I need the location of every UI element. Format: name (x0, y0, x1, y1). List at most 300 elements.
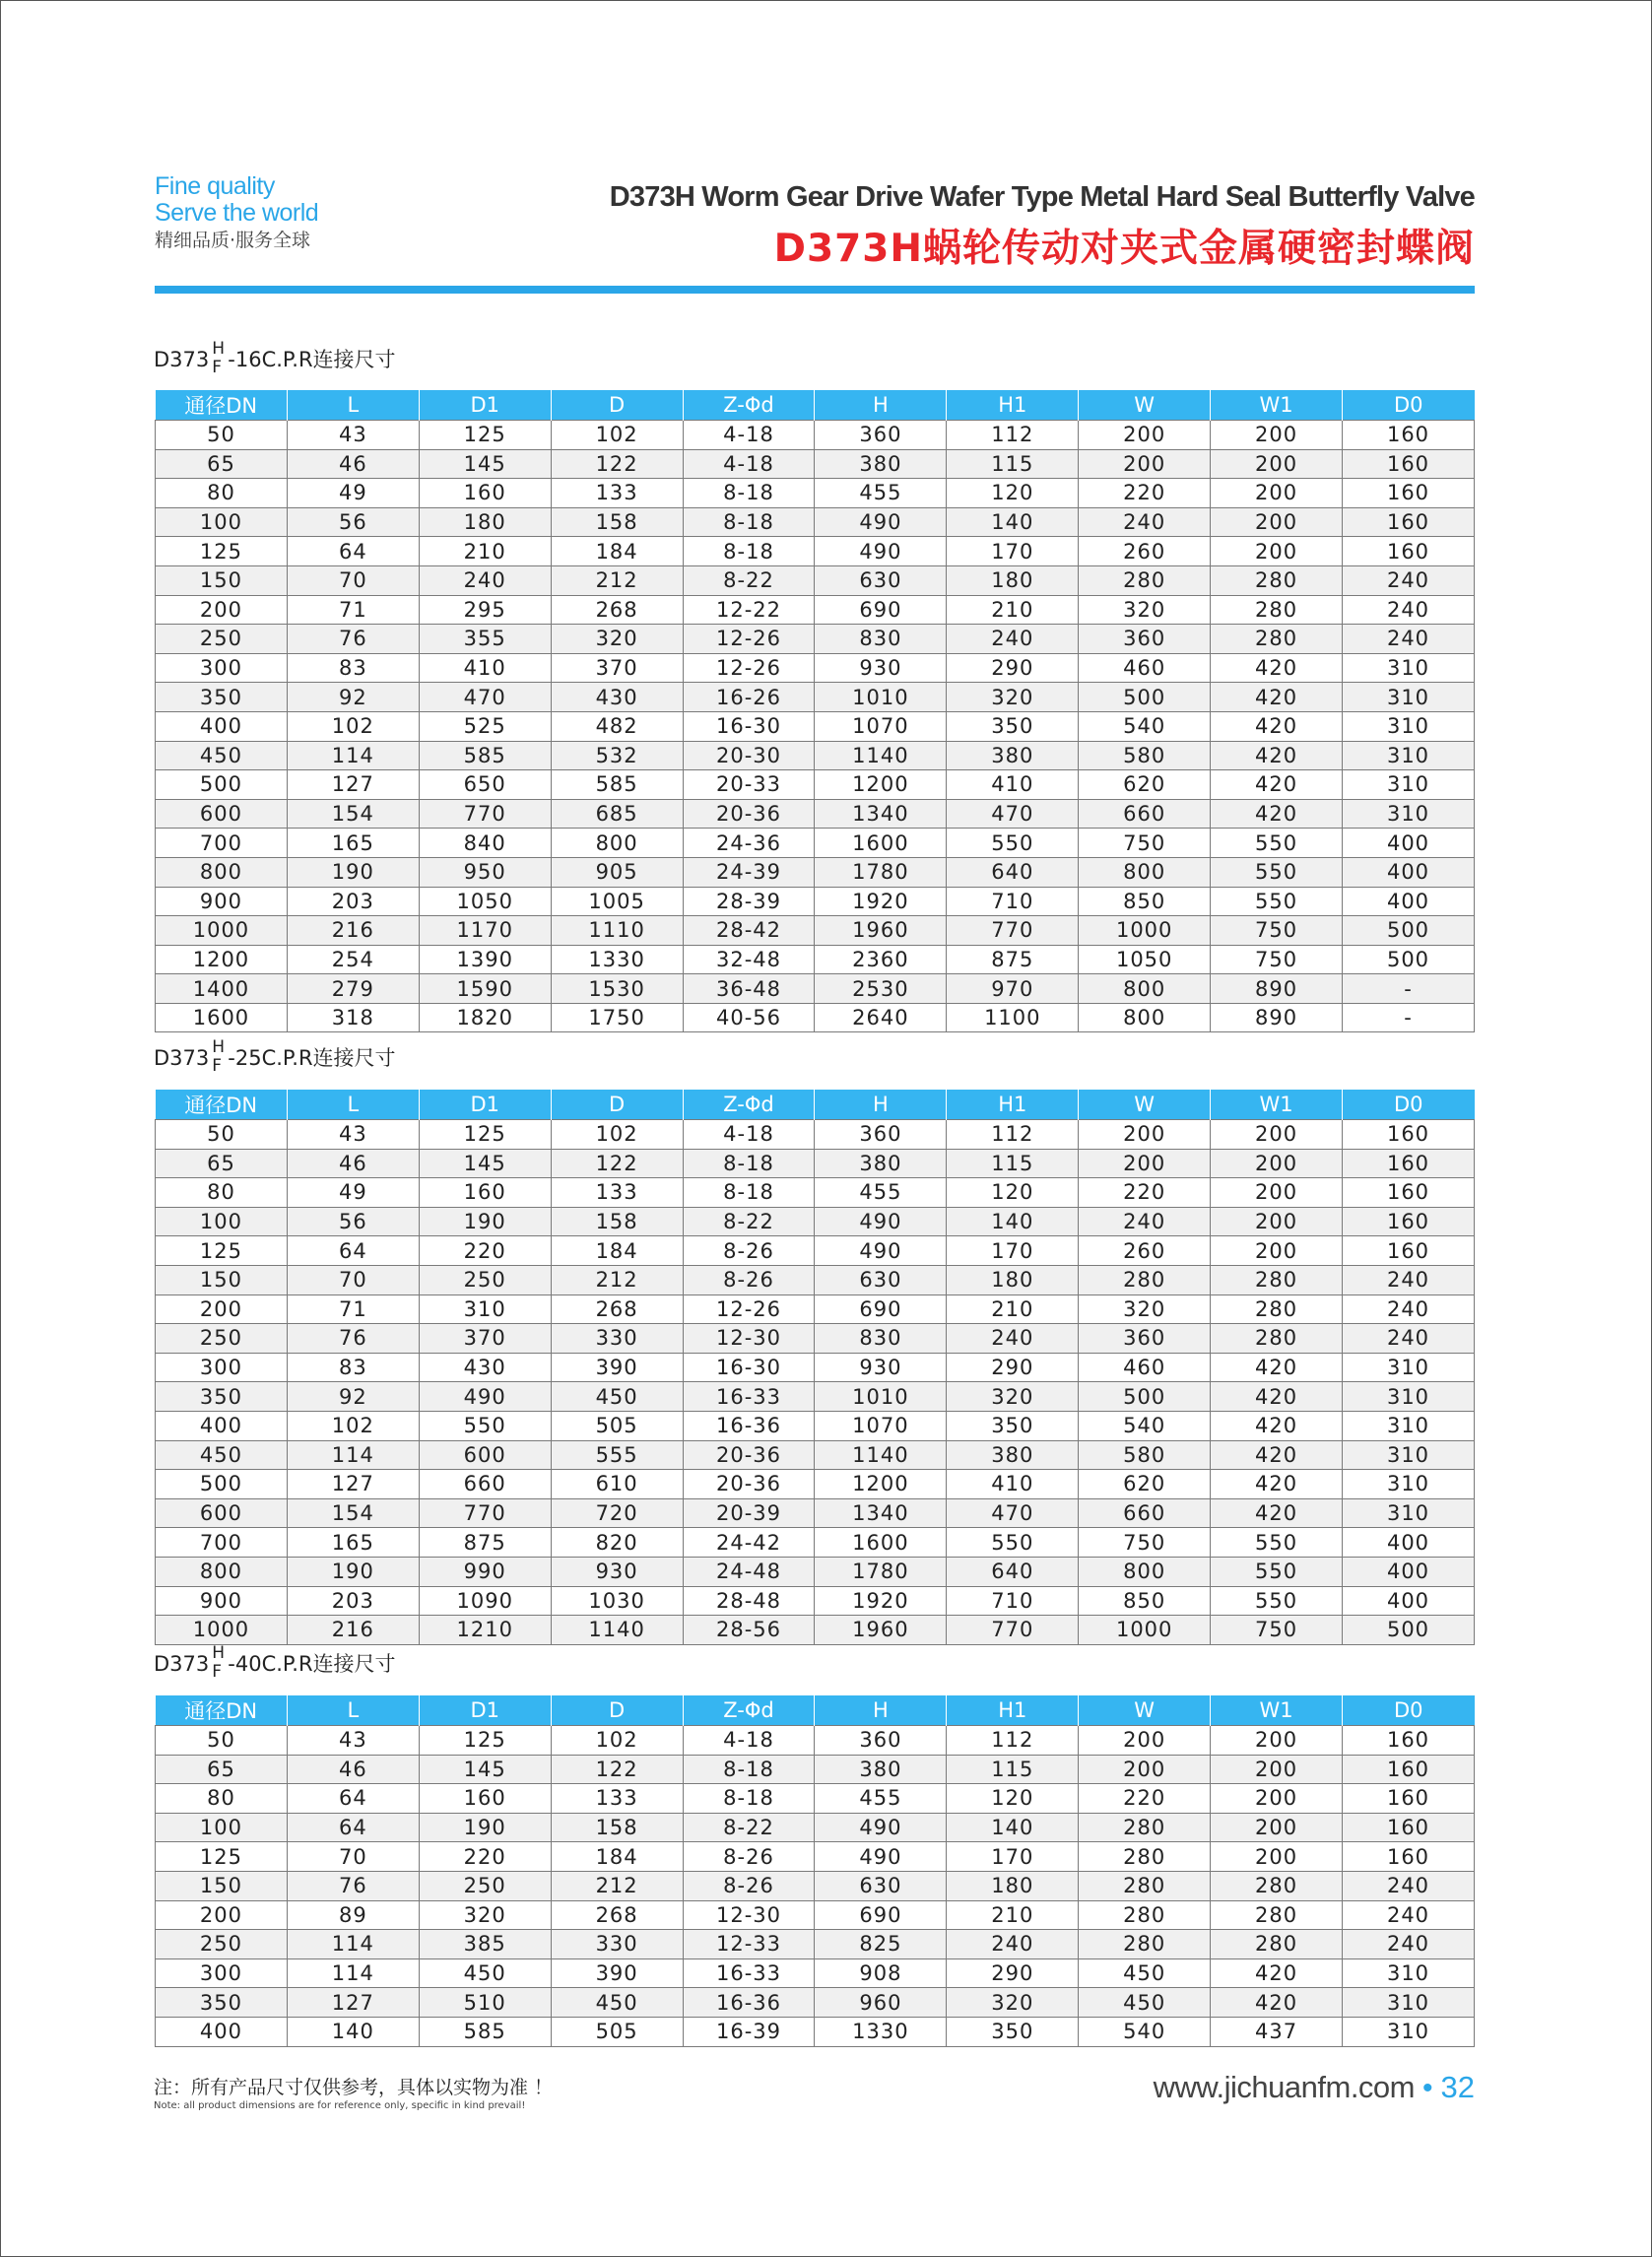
table-cell: 310 (1343, 653, 1475, 683)
table-cell: 1780 (815, 1557, 947, 1586)
section-suffix: -16C.P.R连接尺寸 (228, 348, 396, 371)
table-cell: 8-18 (683, 1755, 815, 1784)
table-cell: 410 (947, 1470, 1079, 1499)
column-header: H (815, 1695, 947, 1726)
slogan-line-1: Fine quality (155, 172, 275, 200)
table-cell: 133 (551, 479, 683, 508)
table-cell: 280 (1079, 1265, 1211, 1294)
table-cell: 16-33 (683, 1382, 815, 1412)
table-cell: 170 (947, 1236, 1079, 1266)
table-cell: 350 (156, 683, 288, 712)
table-cell: 850 (1079, 1586, 1211, 1616)
table-cell: 160 (1343, 1784, 1475, 1814)
table-cell: 800 (156, 857, 288, 887)
table-cell: 170 (947, 537, 1079, 566)
table-cell: 280 (1079, 1842, 1211, 1872)
table-cell: 750 (1211, 945, 1343, 974)
table-cell: 710 (947, 1586, 1079, 1616)
column-header: Z-Φd (683, 1695, 815, 1726)
table-cell: 190 (419, 1207, 551, 1236)
column-header: W1 (1211, 1695, 1343, 1726)
section-sub: F (212, 358, 223, 377)
table-cell: 280 (1079, 1930, 1211, 1959)
table-cell: - (1343, 974, 1475, 1004)
table-cell: 550 (1211, 1528, 1343, 1558)
table-cell: 280 (1079, 1813, 1211, 1842)
section-fraction (212, 339, 226, 378)
table-cell: 160 (1343, 1207, 1475, 1236)
table-cell: 40-56 (683, 1003, 815, 1032)
table-cell: 1820 (419, 1003, 551, 1032)
table-cell: 8-22 (683, 1813, 815, 1842)
column-header: L (287, 1695, 419, 1726)
table-cell: 450 (156, 1440, 288, 1470)
table-cell: 420 (1211, 711, 1343, 741)
table-row (156, 2017, 1475, 2046)
table-cell: 150 (156, 1871, 288, 1900)
table-cell: 500 (1343, 1616, 1475, 1645)
table-row (156, 770, 1475, 800)
table-cell: 160 (419, 479, 551, 508)
table-cell: 585 (419, 2017, 551, 2046)
table-cell: 460 (1079, 653, 1211, 683)
table-cell: 200 (1211, 1813, 1343, 1842)
table-cell: 160 (1343, 479, 1475, 508)
table-cell: 720 (551, 1498, 683, 1528)
table-cell: 12-30 (683, 1324, 815, 1354)
table-cell: 158 (551, 507, 683, 537)
table-cell: 212 (551, 565, 683, 595)
column-header: D (551, 1090, 683, 1120)
table-cell: 310 (1343, 1411, 1475, 1440)
table-cell: - (1343, 1003, 1475, 1032)
table-cell: 145 (419, 1755, 551, 1784)
table-cell: 145 (419, 1149, 551, 1178)
table-cell: 310 (1343, 1470, 1475, 1499)
table-cell: 1920 (815, 1586, 947, 1616)
table-row (156, 1236, 1475, 1266)
table-cell: 114 (287, 1440, 419, 1470)
table-cell: 290 (947, 1353, 1079, 1382)
table-row (156, 1470, 1475, 1499)
table-cell: 550 (419, 1411, 551, 1440)
table-cell: 158 (551, 1207, 683, 1236)
table-cell: 12-26 (683, 625, 815, 654)
table-cell: 600 (419, 1440, 551, 1470)
table-cell: 127 (287, 1988, 419, 2018)
table-cell: 200 (1079, 1149, 1211, 1178)
table-cell: 890 (1211, 1003, 1343, 1032)
table-cell: 260 (1079, 537, 1211, 566)
footnote-en: Note: all product dimensions are for reference only, specific in kind prevail! (154, 2100, 526, 2111)
table-cell: 380 (815, 449, 947, 479)
website-url[interactable]: www.jichuanfm.com (1153, 2070, 1415, 2104)
table-row (156, 1988, 1475, 2018)
table-cell: 120 (947, 1784, 1079, 1814)
table-cell: 350 (156, 1988, 288, 2018)
table-cell: 210 (419, 537, 551, 566)
column-header: D0 (1343, 1090, 1475, 1120)
slogan-line-2: Serve the world (155, 199, 319, 227)
table-cell: 268 (551, 595, 683, 625)
table-cell: 12-26 (683, 1294, 815, 1324)
table-cell: 660 (1079, 799, 1211, 829)
table-cell: 280 (1079, 1871, 1211, 1900)
table-cell: 71 (287, 1294, 419, 1324)
table-cell: 640 (947, 857, 1079, 887)
table-cell: 400 (156, 1411, 288, 1440)
table-cell: 4-18 (683, 1120, 815, 1150)
table-cell: 190 (287, 857, 419, 887)
table-cell: 43 (287, 1726, 419, 1756)
table-row (156, 1498, 1475, 1528)
table-cell: 115 (947, 1149, 1079, 1178)
table-row (156, 857, 1475, 887)
table-cell: 8-18 (683, 1149, 815, 1178)
table-cell: 490 (815, 1236, 947, 1266)
table-cell: 212 (551, 1265, 683, 1294)
table-cell: 200 (1211, 537, 1343, 566)
table-cell: 160 (419, 1178, 551, 1208)
table-cell: 200 (1211, 1842, 1343, 1872)
table-cell: 525 (419, 711, 551, 741)
table-cell: 250 (156, 625, 288, 654)
table-cell: 254 (287, 945, 419, 974)
table-cell: 20-39 (683, 1498, 815, 1528)
table-cell: 180 (947, 565, 1079, 595)
table-cell: 310 (1343, 741, 1475, 770)
table-cell: 1400 (156, 974, 288, 1004)
table-cell: 8-26 (683, 1871, 815, 1900)
table-cell: 510 (419, 1988, 551, 2018)
table-cell: 240 (1343, 1930, 1475, 1959)
table-cell: 1170 (419, 916, 551, 946)
table-cell: 125 (156, 537, 288, 566)
table-cell: 220 (1079, 479, 1211, 508)
table-cell: 320 (419, 1900, 551, 1930)
table-cell: 420 (1211, 1988, 1343, 2018)
table-cell: 70 (287, 565, 419, 595)
table-cell: 420 (1211, 1470, 1343, 1499)
table-cell: 930 (815, 653, 947, 683)
table-row (156, 1120, 1475, 1150)
table-cell: 1530 (551, 974, 683, 1004)
table-cell: 450 (551, 1988, 683, 2018)
table-cell: 310 (419, 1294, 551, 1324)
column-header: H (815, 390, 947, 421)
table-cell: 1960 (815, 1616, 947, 1645)
table-cell: 420 (1211, 1498, 1343, 1528)
table-cell: 28-42 (683, 916, 815, 946)
table-cell: 92 (287, 683, 419, 712)
table-cell: 410 (947, 770, 1079, 800)
table-cell: 420 (1211, 1411, 1343, 1440)
table-row (156, 1813, 1475, 1842)
table-cell: 300 (156, 1958, 288, 1988)
table-cell: 150 (156, 565, 288, 595)
table-cell: 260 (1079, 1236, 1211, 1266)
table-cell: 160 (1343, 1120, 1475, 1150)
table-cell: 490 (815, 537, 947, 566)
table-cell: 420 (1211, 653, 1343, 683)
table-cell: 268 (551, 1294, 683, 1324)
table-row (156, 711, 1475, 741)
table-cell: 750 (1211, 916, 1343, 946)
table-cell: 280 (1211, 1324, 1343, 1354)
dimension-table-40 (155, 1695, 1475, 2047)
table-cell: 280 (1211, 1871, 1343, 1900)
table-cell: 184 (551, 537, 683, 566)
table-cell: 450 (1079, 1958, 1211, 1988)
table-cell: 505 (551, 1411, 683, 1440)
table-cell: 4-18 (683, 449, 815, 479)
table-cell: 220 (419, 1236, 551, 1266)
table-cell: 770 (947, 1616, 1079, 1645)
table-cell: 70 (287, 1265, 419, 1294)
table-row (156, 974, 1475, 1004)
table-cell: 80 (156, 479, 288, 508)
table-cell: 350 (947, 2017, 1079, 2046)
table-cell: 550 (1211, 829, 1343, 858)
table-cell: 24-39 (683, 857, 815, 887)
table-cell: 300 (156, 1353, 288, 1382)
table-row (156, 683, 1475, 712)
table-cell: 268 (551, 1900, 683, 1930)
table-cell: 154 (287, 1498, 419, 1528)
table-cell: 320 (1079, 1294, 1211, 1324)
table-cell: 16-26 (683, 683, 815, 712)
table-cell: 83 (287, 653, 419, 683)
table-cell: 140 (947, 1207, 1079, 1236)
table-cell: 200 (1211, 449, 1343, 479)
table-cell: 160 (1343, 449, 1475, 479)
table-cell: 330 (551, 1930, 683, 1959)
table-cell: 1010 (815, 1382, 947, 1412)
table-cell: 190 (419, 1813, 551, 1842)
table-row (156, 625, 1475, 654)
table-cell: 310 (1343, 711, 1475, 741)
table-cell: 16-39 (683, 2017, 815, 2046)
table-cell: 100 (156, 507, 288, 537)
table-cell: 240 (1343, 1324, 1475, 1354)
table-cell: 770 (419, 1498, 551, 1528)
table-cell: 875 (419, 1528, 551, 1558)
table-row (156, 1003, 1475, 1032)
table-cell: 240 (1079, 1207, 1211, 1236)
table-cell: 600 (156, 799, 288, 829)
table-cell: 950 (419, 857, 551, 887)
table-cell: 180 (419, 507, 551, 537)
table-cell: 350 (947, 711, 1079, 741)
table-cell: 28-39 (683, 887, 815, 916)
table-cell: 650 (419, 770, 551, 800)
table-cell: 800 (551, 829, 683, 858)
table-cell: 640 (947, 1557, 1079, 1586)
table-cell: 8-18 (683, 1784, 815, 1814)
table-cell: 540 (1079, 711, 1211, 741)
section-sup: H (212, 1037, 226, 1057)
table-cell: 127 (287, 770, 419, 800)
table-cell: 125 (419, 421, 551, 450)
table-cell: 280 (1079, 565, 1211, 595)
table-cell: 80 (156, 1178, 288, 1208)
table-cell: 750 (1079, 829, 1211, 858)
table-cell: 585 (419, 741, 551, 770)
bullet-dot-icon: • (1422, 2072, 1433, 2104)
table-cell: 420 (1211, 1353, 1343, 1382)
table-cell: 1200 (156, 945, 288, 974)
column-header: D1 (419, 1090, 551, 1120)
column-header: W (1079, 390, 1211, 421)
table-cell: 540 (1079, 2017, 1211, 2046)
column-header: W1 (1211, 390, 1343, 421)
table-cell: 390 (551, 1958, 683, 1988)
table-cell: 470 (947, 799, 1079, 829)
column-header: L (287, 390, 419, 421)
table-row (156, 1528, 1475, 1558)
table-cell: 470 (947, 1498, 1079, 1528)
table-cell: 800 (156, 1557, 288, 1586)
table-cell: 24-42 (683, 1528, 815, 1558)
table-cell: 400 (1343, 857, 1475, 887)
table-cell: 420 (1211, 741, 1343, 770)
table-cell: 46 (287, 449, 419, 479)
table-cell: 320 (551, 625, 683, 654)
table-cell: 16-36 (683, 1988, 815, 2018)
table-cell: 200 (1211, 1149, 1343, 1178)
table-cell: 122 (551, 449, 683, 479)
table-cell: 1140 (551, 1616, 683, 1645)
table-cell: 1140 (815, 1440, 947, 1470)
table-cell: 770 (419, 799, 551, 829)
table-cell: 380 (947, 741, 1079, 770)
table-cell: 200 (156, 595, 288, 625)
table-cell: 580 (1079, 741, 1211, 770)
table-cell: 70 (287, 1842, 419, 1872)
table-cell: 160 (1343, 537, 1475, 566)
table-cell: 420 (1211, 1958, 1343, 1988)
table-cell: 140 (947, 507, 1079, 537)
table-cell: 410 (419, 653, 551, 683)
table-cell: 420 (1211, 799, 1343, 829)
table-cell: 64 (287, 1813, 419, 1842)
table-cell: 550 (1211, 887, 1343, 916)
table-cell: 2530 (815, 974, 947, 1004)
table-cell: 310 (1343, 799, 1475, 829)
table-cell: 420 (1211, 683, 1343, 712)
table-cell: 280 (1211, 625, 1343, 654)
page-title-cn: D373H蜗轮传动对夹式金属硬密封蝶阀 (773, 227, 1475, 271)
table-cell: 610 (551, 1470, 683, 1499)
table-cell: 4-18 (683, 1726, 815, 1756)
section-sub: F (212, 1056, 223, 1076)
table-cell: 350 (156, 1382, 288, 1412)
table-cell: 20-33 (683, 770, 815, 800)
table-cell: 500 (1343, 945, 1475, 974)
table-cell: 455 (815, 479, 947, 508)
table-cell: 250 (156, 1930, 288, 1959)
table-cell: 770 (947, 916, 1079, 946)
table-cell: 1005 (551, 887, 683, 916)
table-cell: 120 (947, 1178, 1079, 1208)
table-cell: 240 (1343, 1294, 1475, 1324)
table-cell: 310 (1343, 1988, 1475, 2018)
table-cell: 690 (815, 1294, 947, 1324)
table-cell: 65 (156, 1755, 288, 1784)
table-cell: 900 (156, 887, 288, 916)
table-cell: 200 (1211, 1755, 1343, 1784)
table-cell: 930 (551, 1557, 683, 1586)
table-cell: 240 (1343, 1900, 1475, 1930)
table-cell: 200 (1211, 1726, 1343, 1756)
table-cell: 210 (947, 1900, 1079, 1930)
table-cell: 470 (419, 683, 551, 712)
table-cell: 875 (947, 945, 1079, 974)
table-cell: 550 (1211, 1586, 1343, 1616)
table-cell: 660 (1079, 1498, 1211, 1528)
table-cell: 200 (1211, 1784, 1343, 1814)
table-cell: 908 (815, 1958, 947, 1988)
table-cell: 65 (156, 449, 288, 479)
table-cell: 1920 (815, 887, 947, 916)
table-row (156, 653, 1475, 683)
footnote (154, 2073, 553, 2111)
table-cell: 190 (287, 1557, 419, 1586)
table-cell: 12-33 (683, 1930, 815, 1959)
table-cell: 905 (551, 857, 683, 887)
table-row (156, 1149, 1475, 1178)
section-prefix: D373 (154, 1652, 210, 1676)
table-cell: 8-26 (683, 1265, 815, 1294)
table-cell: 600 (156, 1498, 288, 1528)
table-cell: 83 (287, 1353, 419, 1382)
table-cell: 310 (1343, 770, 1475, 800)
table-cell: 500 (1079, 683, 1211, 712)
table-row (156, 1871, 1475, 1900)
table-cell: 360 (1079, 1324, 1211, 1354)
table-cell: 160 (419, 1784, 551, 1814)
column-header: 通径DN (156, 1695, 288, 1726)
table-cell: 710 (947, 887, 1079, 916)
table-cell: 800 (1079, 1557, 1211, 1586)
column-header: H1 (947, 1695, 1079, 1726)
table-cell: 1050 (1079, 945, 1211, 974)
table-cell: 50 (156, 1726, 288, 1756)
brand-slogan (155, 173, 318, 253)
table-cell: 145 (419, 449, 551, 479)
table-cell: 430 (419, 1353, 551, 1382)
table-cell: 114 (287, 1958, 419, 1988)
table-cell: 200 (1079, 1120, 1211, 1150)
table-cell: 690 (815, 595, 947, 625)
table-cell: 133 (551, 1178, 683, 1208)
table-cell: 20-36 (683, 1470, 815, 1499)
table-cell: 550 (1211, 857, 1343, 887)
table-cell: 112 (947, 1120, 1079, 1150)
table-row (156, 565, 1475, 595)
table-cell: 216 (287, 916, 419, 946)
table-cell: 24-36 (683, 829, 815, 858)
table-cell: 360 (815, 1726, 947, 1756)
table-cell: 28-56 (683, 1616, 815, 1645)
table-cell: 990 (419, 1557, 551, 1586)
table-cell: 16-30 (683, 1353, 815, 1382)
table-cell: 310 (1343, 1353, 1475, 1382)
table-cell: 310 (1343, 2017, 1475, 2046)
table-cell: 89 (287, 1900, 419, 1930)
table-cell: 16-36 (683, 1411, 815, 1440)
table-cell: 290 (947, 1958, 1079, 1988)
